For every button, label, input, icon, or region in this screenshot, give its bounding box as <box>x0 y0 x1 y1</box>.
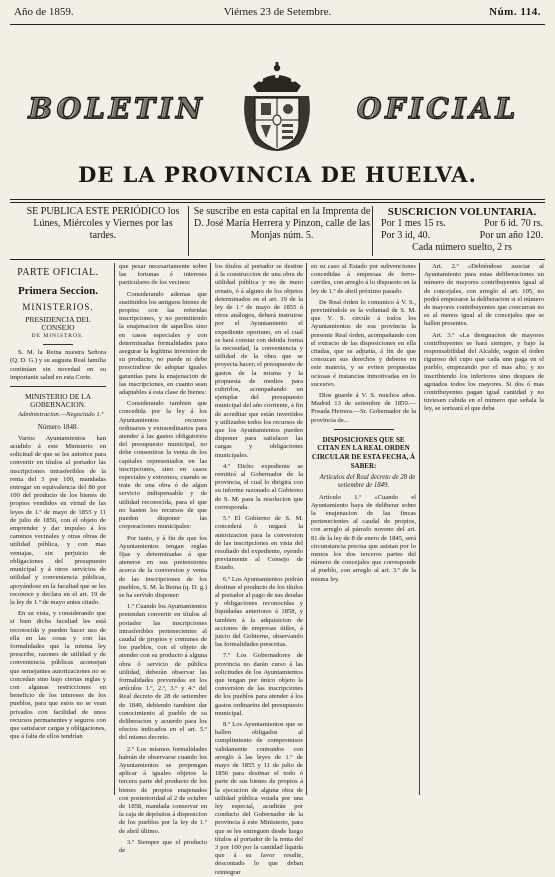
masthead-rule <box>10 199 545 200</box>
article-paragraph: Artículo 1.º «Cuando el Ayuntamiento haya de deliberar sobre la enajenacion de las fincas pertenecientes al caudal de propios, con arreglo al párrafo noveno del art. 81 de la ley de 8 de enero de 1845, será circunstancia precisa que asistan por lo menos los dos terceros partes del número de concejales que corresponde al pueblo, con arreglo al art. 3.º de la misma ley. <box>311 493 416 583</box>
article-paragraph: Por tanto, y á fin de que los Ayuntamientos tengan reglas fijas y determinadas á que atenerse en sus pretensiones acerca de la conversion y venta de las inscripciones de los pueblos, S. M. la Reina (q. D. g.) se ha servido disponer: <box>119 534 207 599</box>
subscription-address-notice <box>188 206 371 256</box>
article-column-2 <box>114 263 207 855</box>
article-paragraph: Art. 2.º «Debiéndose asociar al Ayuntamiento para estas deliberaciones un número de mayores contribuyentes igual al de concejales, con arreglo al art. 105, no podrá empezarse la deliberacion si el número de mayores contribuyentes que concurran no es al menos igual al de concejales que se hallen presentes. <box>424 263 544 328</box>
article-paragraph: que pesar necesariamente sobre las fortunas é intereses particulares de los vecinos: <box>119 263 207 287</box>
section-primera-seccion: Primera Seccion. <box>17 285 99 298</box>
article-paragraph: Art. 3.º «La designacion de mayores contribuyentes se hará siempre, y bajo la responsabilidad del Alcalde, segun el órden riguroso del cupo que cada uno paga en el pueblo, empezando por el mas alto, y no inscribiendo los inferiores sino despues de agotados todos los mayores. Si dos ó mas contribuyentes pagan igual cantidad y no tuviesen cabida en el número que señala la ley, se sorteará el que deba <box>424 331 544 413</box>
article-column-4 <box>306 263 416 795</box>
section-ministerios: MINISTERIOS. <box>22 302 94 313</box>
ministros-subheading: DE MINISTROS. <box>31 333 85 340</box>
article-paragraph: 6.º Los Ayuntamientos podrán destinar el producto de los títulos al portador al pago de sus deudas y obligaciones reconocidas y liquidadas anteriores á 1858, y tambien á la adquisicion de acciones de empresas útiles, á juicio del Gobierno, observando las formalidades prescritas. <box>215 575 303 649</box>
article-paragraph: 2.º Los mismos formalidades habrán de observarse cuando los Ayuntamientos se propongan aplicar á iguales objetos la tercera parte del producto de los bienes de propios enajenados con posterioridad al 2 de octubre de 1858, mandada conservar en la caja de depósitos á disposicion de los pueblos por la ley de 1.º de abril último. <box>119 745 207 835</box>
royal-coat-of-arms-icon <box>231 60 323 160</box>
royal-health-paragraph: S. M. la Reina nuestra Señora (Q. D. G.) y su augusta Real familia continúan sin novedad en su importante salud en esta Corte. <box>10 349 106 381</box>
price-one-month: Por 1 mes 15 rs. <box>381 218 446 229</box>
top-rule <box>10 24 545 25</box>
subscription-prices-title: SUSCRICION VOLUNTARIA. <box>387 206 537 218</box>
decree-articles-title: Artículos del Real decreto de 28 de setiembre de 1849. <box>319 474 416 490</box>
article-column-5 <box>419 263 544 795</box>
section-parte-oficial: PARTE OFICIAL. <box>17 267 99 278</box>
dateline <box>14 6 541 22</box>
notices-rule <box>10 259 545 260</box>
issue-number: Núm. 114. <box>489 6 541 18</box>
issue-date: Viérnes 23 de Setembre. <box>223 6 332 18</box>
article-paragraph: 5.º El Gobierno de S. M. concederá ó negará la autorizacion para la conversion de las inscripciones en vista del resultado del expediente, oyendo previamente al Consejo de Estado. <box>215 515 303 572</box>
masthead-right-word: OFICIAL <box>356 92 520 125</box>
article-column-3 <box>210 263 303 876</box>
price-single-issue: Cada número suelto, 2 rs <box>412 242 512 253</box>
subscription-address-text: Se suscribe en esta capital en la Imprenta de D. José María Herrera y Pinzon, calle de las Monjas núm. 5. <box>193 206 371 241</box>
article-paragraph: en su caso al Estado por subvenciones concedidas á empresas de ferro-carriles, con arreglo á lo dispuesto en la ley de 1.º de abril próximo pasado. <box>311 263 416 295</box>
section-divider <box>10 386 106 387</box>
article-paragraph: 1.º Cuando los Ayuntamientos pretendan convertir en títulos al portador las inscripciones intrasferibles pertenecientes al caudal de propios y comunes de los pueblos, con el objeto de atender con su producto á alguna obra ó servicio de pública utilidad, deberán observar las formalidades prevenidas en los artículos 1.º, 2.º, 3.º y 4.º del Real decreto de 28 de setiembre de 1849, debiendo tambien dar conocimiento al pueblo de su deliberacion y acuerdo para los efectos indicados en el art. 5.º del mismo decreto. <box>119 603 207 742</box>
subscription-prices-notice <box>372 206 547 256</box>
article-paragraph: Varios Ayuntamientos han acudido á este Ministerio en solicitud de que se les autorice para convertir en títulos al portador las inscripciones intrasferibles de la renta del 3 por 100, mandadas entregar en equivalencia del 80 por 100 del producto de los bienes de propios vendidos en virtud de las leyes de 1.º de mayo de 1855 y 11 de julio de 1856, con el objeto de emprender y dar impulso á los caminos vecinales y otras obras de utilidad pública, y con mas ventajas, sin perjuicio de obligaciones del presupuesto municipal y á otros servicios de utilidad y conveniencia públicas, apoyándose en la facultad que se les reconoce y declara en el art. 19 de la ley de 1.º de mayo antes citado. <box>10 434 106 606</box>
article-paragraph: Dios guarde á V. S. muchos años. Madrid 13 de setiembre de 1859.—Posada Herrera.—Sr. Gobernador de la provincia de... <box>311 392 416 424</box>
negociado-line: Administracion.—Negociado 1.º <box>18 411 104 419</box>
price-three-months: Por 3 id, 40. <box>381 230 431 241</box>
publication-days-notice <box>24 206 182 256</box>
masthead-province-title: DE LA PROVINCIA DE HUELVA. <box>78 162 477 187</box>
article-column-1 <box>10 263 106 795</box>
section-divider <box>334 429 394 430</box>
article-paragraph: 4.º Dicho expediente se remitirá al Gobernador de la provincia, el cual lo dirigirá con su informe razonado al Gobierno de S. M. para la resolucion que corresponda. <box>215 462 303 511</box>
dispositions-heading: DISPOSICIONES QUE SE CITAN EN LA REAL ORDEN CIRCULAR DE ESTA FECHA, Á SABER: <box>311 435 416 470</box>
article-paragraph: Considerando tambien que concedida por la ley á los Ayuntamientos recursos ordinarios y extraordinarios para atender á las gastos obligatorios del presupuesto municipal, no debe consentirse la venta de los capitales representados en las inscripciones, sino en casos especiales y extremos, cuando se trate de una obra ó de algun servicio indispensable y de utilidad reconocida, para el que no basten los recursos de que pueden disponer las corporaciones municipales: <box>119 400 207 531</box>
order-number: Número 1848. <box>37 422 79 431</box>
article-paragraph: 3.º Siempre que el producto de <box>119 838 207 855</box>
masthead-left-word: BOLETIN <box>28 92 206 125</box>
issue-year: Año de 1859. <box>14 6 74 18</box>
price-one-year: Por un año 120. <box>479 230 543 241</box>
price-row-1 <box>377 218 547 230</box>
gobernacion-heading: MINISTERIO DE LA GOBERNACION. <box>24 392 92 410</box>
ornament-rule <box>43 344 73 345</box>
masthead-rule-double <box>10 202 545 203</box>
article-paragraph: 7.º Los Gobernadores de provincia no darán curso á las solicitudes de los Ayuntamientos que tengan por único objeto la conversion de las inscripciones de los pueblos para atender á los gastos ordinarios del presupuesto municipal. <box>215 652 303 717</box>
article-paragraph: De Real órden lo comunico á V. S., previniéndole es la voluntad de S. M. que V. S. circule á todos los Ayuntamientos de esa provincia la presente Real órden, acompañando con el extracto de las disposiciones en ella citadas, que se adjunta, á fin de que conozcan sus derechos y deberes en este materia, y se eviten propuestas ociosas é instancias inmotivadas en lo sucesivo. <box>311 298 416 388</box>
article-paragraph: Considerando ademas que sustituidos los antiguos bienes de propios con las referidas inscripciones, y no permitiendo la enajenacion de aquellos sino en casos especiales y con determinadas formalidades para asegurar la legítima inversion de su producto, no puede ni debe prescindirse de adoptar iguales garantías para la enajenacion de las inscripciones, en cuanto sean adaptables á esta clase de bienes: <box>119 290 207 397</box>
presidencia-heading: PRESIDENCIA DEL CONSEJO <box>25 314 91 332</box>
price-six-months: Por 6 id. 70 rs. <box>484 218 543 229</box>
article-paragraph: En su vista, y considerando que si bien dicha facultad les está reconocida y pueden hacer uso de ella en las cosas y con las formalidades que la misma ley prescribe, razones de utilidad y de conveniencia públicas aconsejan que semejantes autorizaciones no se concedan sino bajo ciertas reglas y con algunas restricciones en beneficio de los intereses de los pueblos, para que estos no se vean privados con facilidad de unos recursos permanentes y seguros con que satisfacer cargas y obligaciones, que á falta de ellos tendrían <box>10 610 106 741</box>
article-paragraph: los títulos al portador se destine á la construccion de una obra de utilidad pública y no de mero ornato, ó á alguno de los objetos determinados en el art. 19 de la ley de 1.º de mayo de 1855 ú otros análogos, deberá instruirse por el Ayuntamiento el expediente oportuno, en el cual se hará constar con debida forma la necesidad, la conveniencia y utilidad de la obra que se proyecta hacer; el presupuesto de gastos de la misma y la propuesta de medios para cubrirlos, acompañando un ejemplar del presupuesto municipal del año corriente, á fin de acreditar que están invertidos y utilizados todos los recursos de que los Ayuntamientos pueden disponer para satisfacer las cargas y obligaciones municipales. <box>215 263 303 459</box>
price-row-2 <box>377 230 547 242</box>
publication-days-text: SE PUBLICA ESTE PERIÓDICO los Lúnes, Miércoles y Viernes por las tardes. <box>26 206 180 241</box>
article-paragraph: 8.º Los Ayuntamientos que se hallen obligados al cumplimiento de compromisos validamente contraidos con arreglo á las leyes de 1.º de mayo de 1855 y 11 de julio de 1856 para destinar el todo ó parte de sus bienes de propios á la ejecucion de alguna obra de utilidad pública votada por una ley especial, acudirán por conducto del Gobernador de la provincia á este Ministerio, para que se les entreguen desde luego títulos al portador de la renta del 3 por 100 por la cantidad líquida que á su favor resulte, descontado lo que deban reintegrar <box>215 720 303 876</box>
